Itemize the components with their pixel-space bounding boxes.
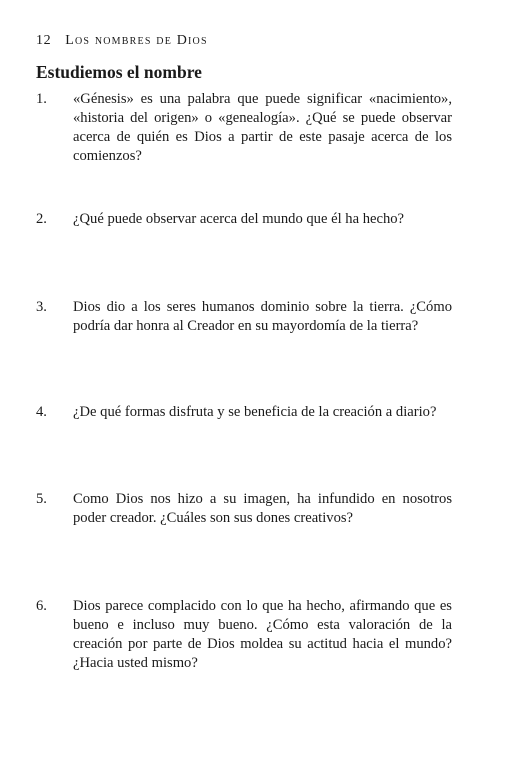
question-number: 2.	[36, 211, 47, 227]
question-3	[36, 298, 452, 336]
question-number: 1.	[36, 91, 47, 107]
running-head-title: Los nombres de Dios	[65, 33, 208, 48]
question-text: ¿Qué puede observar acerca del mundo que él ha hecho?	[73, 211, 405, 227]
question-text: «Génesis» es una palabra que puede significar «nacimiento», «historia del origen» o «genealogía». ¿Qué se puede observar acerca de quién es Dios a partir de este pasaje acerca de los comienzos?	[73, 91, 452, 164]
running-head	[36, 33, 208, 49]
question-4	[36, 403, 452, 422]
question-number: 5.	[36, 491, 47, 507]
question-text: Dios parece complacido con lo que ha hecho, afirmando que es bueno e incluso muy bueno. ¿Cómo esta valoración de la creación por parte de Dios moldea su actitud hacia el mundo? ¿Hacia usted mismo?	[73, 598, 452, 671]
question-text: Dios dio a los seres humanos dominio sobre la tierra. ¿Cómo podría dar honra al Creador en su mayordomía de la tierra?	[73, 299, 452, 334]
question-number: 4.	[36, 404, 47, 420]
question-5	[36, 490, 452, 528]
question-1	[36, 90, 452, 166]
page-number: 12	[36, 33, 52, 48]
question-number: 3.	[36, 299, 47, 315]
question-2	[36, 210, 452, 229]
section-heading: Estudiemos el nombre	[36, 62, 202, 82]
question-number: 6.	[36, 598, 47, 614]
question-text: ¿De qué formas disfruta y se beneficia de la creación a diario?	[73, 404, 437, 420]
question-6	[36, 597, 452, 673]
question-text: Como Dios nos hizo a su imagen, ha infundido en nosotros poder creador. ¿Cuáles son sus dones creativos?	[73, 491, 452, 526]
